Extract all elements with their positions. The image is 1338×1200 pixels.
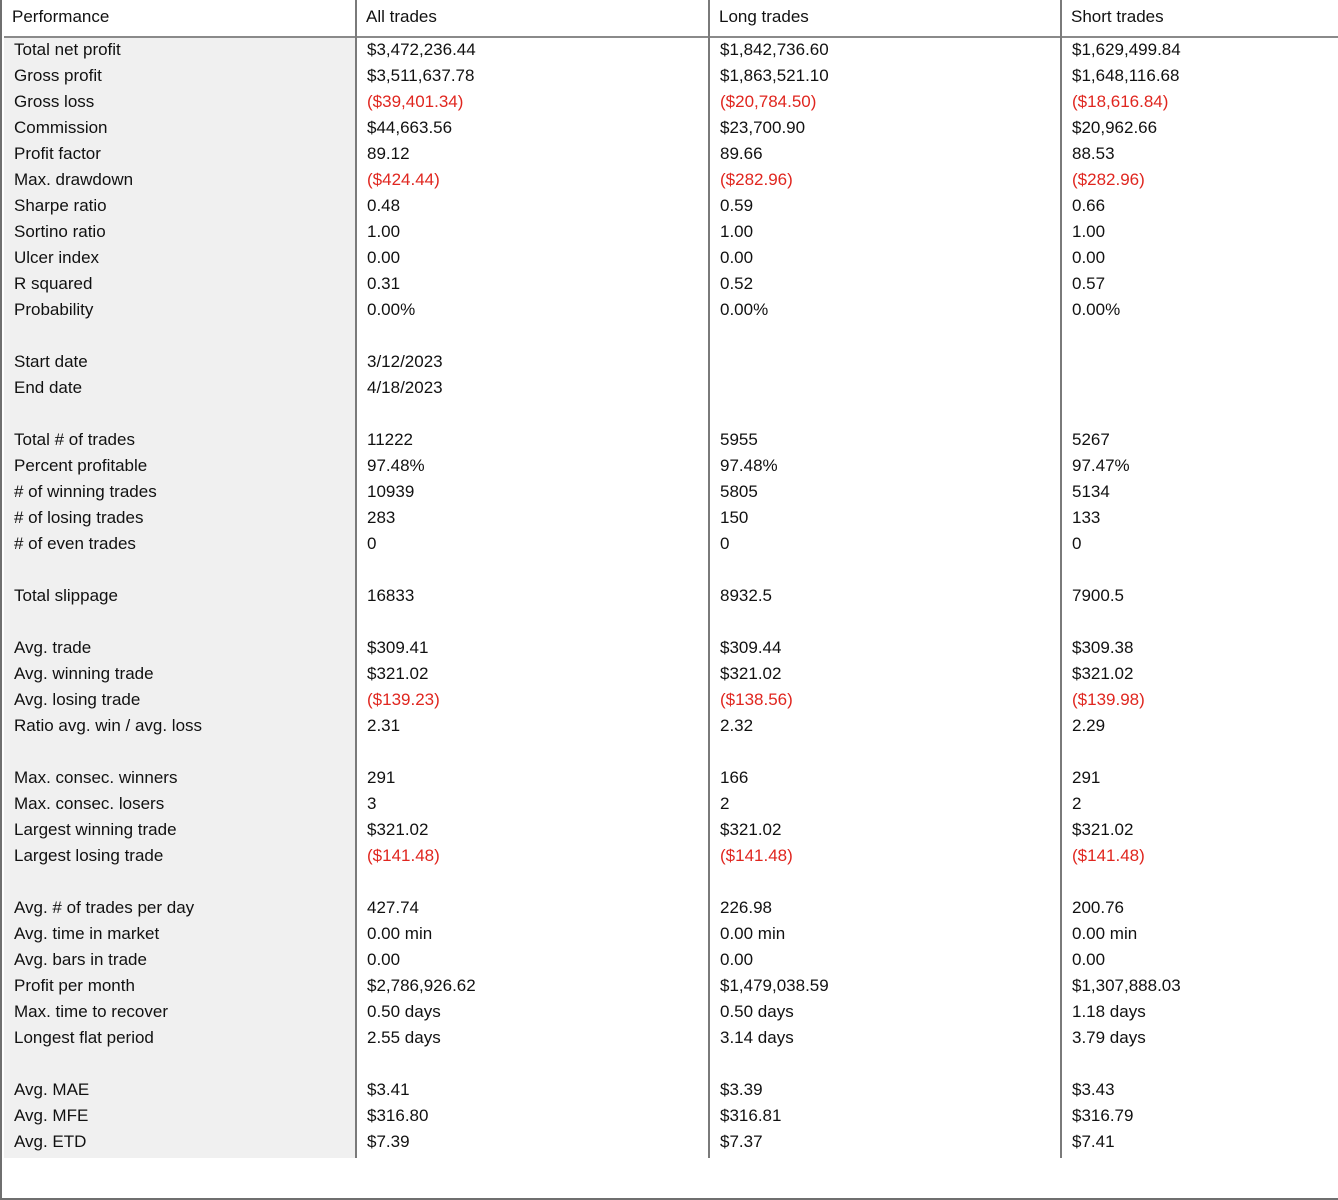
value-cell: 11222	[367, 430, 414, 449]
value-cell: $1,307,888.03	[1072, 976, 1181, 995]
value-cell: 2.55 days	[367, 1028, 441, 1047]
value-cell: 5267	[1072, 430, 1110, 449]
spacer-row	[4, 557, 1338, 583]
row-label: Sharpe ratio	[14, 196, 107, 215]
value-cell: 226.98	[720, 898, 772, 917]
value-cell: 97.47%	[1072, 456, 1130, 475]
table-row	[4, 921, 1338, 947]
value-cell: 16833	[367, 586, 415, 605]
value-cell: ($282.96)	[1072, 170, 1145, 189]
value-cell: 0.00%	[720, 300, 769, 319]
table-row	[4, 479, 1338, 505]
value-cell: 3.79 days	[1072, 1028, 1146, 1047]
table-row	[4, 63, 1338, 89]
table-row	[4, 687, 1338, 713]
spacer-row	[4, 401, 1338, 427]
value-cell: ($141.48)	[1072, 846, 1145, 865]
spacer-row	[4, 739, 1338, 765]
header-long-trades[interactable]: Long trades	[719, 7, 809, 26]
value-cell: 2.32	[720, 716, 754, 735]
value-cell: $1,479,038.59	[720, 976, 829, 995]
value-cell: $1,648,116.68	[1072, 66, 1180, 85]
value-cell: ($18,616.84)	[1072, 92, 1169, 111]
row-label: Percent profitable	[14, 456, 148, 475]
value-cell: ($141.48)	[367, 846, 440, 865]
row-label: Avg. trade	[14, 638, 92, 657]
value-cell: ($39,401.34)	[367, 92, 464, 111]
value-cell: $309.41	[367, 638, 429, 657]
value-cell: $321.02	[720, 664, 782, 683]
row-label: Sortino ratio	[14, 222, 106, 241]
value-cell: 283	[367, 508, 396, 527]
value-cell: ($139.98)	[1072, 690, 1145, 709]
table-row	[4, 375, 1338, 401]
value-cell: $23,700.90	[720, 118, 806, 137]
table-row	[4, 115, 1338, 141]
value-cell: $2,786,926.62	[367, 976, 476, 995]
value-cell: 3.14 days	[720, 1028, 794, 1047]
table-row	[4, 89, 1338, 115]
value-cell: 0.50 days	[720, 1002, 794, 1021]
row-label: Gross profit	[14, 66, 102, 85]
value-cell: $321.02	[367, 664, 429, 683]
value-cell: 0.00 min	[720, 924, 786, 943]
row-label: Ulcer index	[14, 248, 100, 267]
value-cell: $1,842,736.60	[720, 40, 829, 59]
value-cell: 10939	[367, 482, 415, 501]
table-row	[4, 1103, 1338, 1129]
row-label: Total net profit	[14, 40, 121, 59]
table-row	[4, 661, 1338, 687]
value-cell: $309.44	[720, 638, 782, 657]
value-cell: ($138.56)	[720, 690, 793, 709]
row-label: # of winning trades	[14, 482, 157, 501]
row-label: Max. consec. losers	[14, 794, 165, 813]
value-cell: ($282.96)	[720, 170, 793, 189]
table-row	[4, 193, 1338, 219]
value-cell: 1.00	[1072, 222, 1106, 241]
value-cell: 0	[1072, 534, 1082, 553]
value-cell: 0.00	[1072, 248, 1106, 267]
value-cell: 0.57	[1072, 274, 1106, 293]
value-cell: 5805	[720, 482, 758, 501]
value-cell: 1.18 days	[1072, 1002, 1146, 1021]
table-row	[4, 245, 1338, 271]
value-cell	[712, 349, 1062, 375]
value-cell: 97.48%	[720, 456, 778, 475]
value-cell: $316.80	[367, 1106, 429, 1125]
table-row	[4, 635, 1338, 661]
value-cell: 0.52	[720, 274, 754, 293]
row-label: Avg. # of trades per day	[14, 898, 195, 917]
value-cell: $321.02	[720, 820, 782, 839]
value-cell: 0.00%	[367, 300, 416, 319]
value-cell: 3/12/2023	[367, 352, 443, 371]
row-label: Max. consec. winners	[14, 768, 178, 787]
value-cell: $7.39	[367, 1132, 410, 1151]
row-label: Avg. winning trade	[14, 664, 154, 683]
table-row	[4, 947, 1338, 973]
row-label: Avg. MAE	[14, 1080, 90, 1099]
value-cell: 291	[367, 768, 396, 787]
value-cell	[1064, 375, 1338, 401]
header-short-trades[interactable]: Short trades	[1071, 7, 1164, 26]
row-label: Avg. losing trade	[14, 690, 141, 709]
value-cell: 2	[1072, 794, 1082, 813]
value-cell: $1,863,521.10	[720, 66, 829, 85]
row-label: Gross loss	[14, 92, 95, 111]
row-label: # of even trades	[14, 534, 136, 553]
row-label: R squared	[14, 274, 93, 293]
value-cell: 0.48	[367, 196, 401, 215]
value-cell: 4/18/2023	[367, 378, 443, 397]
spacer-row	[4, 1051, 1338, 1077]
table-row	[4, 297, 1338, 323]
value-cell: 0.00%	[1072, 300, 1121, 319]
value-cell: 5955	[720, 430, 758, 449]
value-cell: $3,472,236.44	[367, 40, 476, 59]
value-cell: 0.00	[367, 950, 401, 969]
header-row	[4, 0, 1338, 38]
value-cell: 88.53	[1072, 144, 1115, 163]
row-label: # of losing trades	[14, 508, 144, 527]
value-cell: 427.74	[367, 898, 419, 917]
value-cell: 7900.5	[1072, 586, 1124, 605]
value-cell: ($424.44)	[367, 170, 440, 189]
row-label: Largest losing trade	[14, 846, 164, 865]
row-label: End date	[14, 378, 83, 397]
value-cell	[712, 375, 1062, 401]
value-cell: 0.00	[367, 248, 401, 267]
table-row	[4, 531, 1338, 557]
value-cell: $20,962.66	[1072, 118, 1158, 137]
row-label: Commission	[14, 118, 108, 137]
spacer-row	[4, 323, 1338, 349]
value-cell: $3.43	[1072, 1080, 1115, 1099]
value-cell: $3.39	[720, 1080, 763, 1099]
table-row	[4, 791, 1338, 817]
table-row	[4, 349, 1338, 375]
row-label: Max. drawdown	[14, 170, 134, 189]
table-row	[4, 37, 1338, 63]
value-cell: $3,511,637.78	[367, 66, 475, 85]
table-row	[4, 817, 1338, 843]
row-label: Profit factor	[14, 144, 101, 163]
row-label: Probability	[14, 300, 94, 319]
value-cell: 97.48%	[367, 456, 425, 475]
table-row	[4, 167, 1338, 193]
row-label: Ratio avg. win / avg. loss	[14, 716, 203, 735]
value-cell: 291	[1072, 768, 1101, 787]
value-cell: 200.76	[1072, 898, 1124, 917]
row-label: Longest flat period	[14, 1028, 154, 1047]
value-cell: $321.02	[367, 820, 429, 839]
value-cell: 1.00	[367, 222, 401, 241]
value-cell: 0.31	[367, 274, 401, 293]
value-cell: 150	[720, 508, 749, 527]
value-cell: $7.41	[1072, 1132, 1115, 1151]
value-cell: 2.31	[367, 716, 401, 735]
value-cell: 0	[720, 534, 730, 553]
value-cell: 8932.5	[720, 586, 772, 605]
value-cell: $321.02	[1072, 820, 1134, 839]
row-label: Avg. MFE	[14, 1106, 89, 1125]
value-cell: $309.38	[1072, 638, 1134, 657]
table-row	[4, 1025, 1338, 1051]
table-row	[4, 1129, 1338, 1155]
header-all-trades[interactable]: All trades	[366, 7, 437, 26]
value-cell: ($20,784.50)	[720, 92, 817, 111]
value-cell: 0.00	[720, 950, 754, 969]
table-row	[4, 271, 1338, 297]
table-row	[4, 843, 1338, 869]
table-row	[4, 713, 1338, 739]
spacer-row	[4, 869, 1338, 895]
row-label: Start date	[14, 352, 88, 371]
value-cell: 3	[367, 794, 377, 813]
value-cell: ($139.23)	[367, 690, 440, 709]
row-label: Avg. ETD	[14, 1132, 87, 1151]
value-cell: ($141.48)	[720, 846, 793, 865]
value-cell: 89.66	[720, 144, 763, 163]
value-cell: $316.81	[720, 1106, 782, 1125]
row-label: Largest winning trade	[14, 820, 177, 839]
value-cell: 2	[720, 794, 730, 813]
table-row	[4, 999, 1338, 1025]
value-cell: 89.12	[367, 144, 410, 163]
value-cell: 0.00	[720, 248, 754, 267]
row-label: Avg. bars in trade	[14, 950, 147, 969]
value-cell: 133	[1072, 508, 1101, 527]
spacer-row	[4, 609, 1338, 635]
value-cell: $44,663.56	[367, 118, 453, 137]
value-cell: 0.50 days	[367, 1002, 441, 1021]
row-label: Total slippage	[14, 586, 118, 605]
value-cell: $316.79	[1072, 1106, 1134, 1125]
value-cell: 0.00	[1072, 950, 1106, 969]
table-row	[4, 505, 1338, 531]
value-cell: 0.00 min	[367, 924, 433, 943]
value-cell: 2.29	[1072, 716, 1106, 735]
table-row	[4, 219, 1338, 245]
table-row	[4, 765, 1338, 791]
table-row	[4, 583, 1338, 609]
table-row	[4, 427, 1338, 453]
row-label: Profit per month	[14, 976, 135, 995]
table-row	[4, 453, 1338, 479]
row-label: Avg. time in market	[14, 924, 160, 943]
table-row	[4, 1077, 1338, 1103]
value-cell: 0.00 min	[1072, 924, 1138, 943]
value-cell: 0.66	[1072, 196, 1106, 215]
value-cell: 5134	[1072, 482, 1110, 501]
value-cell: $321.02	[1072, 664, 1134, 683]
data-rows	[4, 37, 1338, 1155]
value-cell: 166	[720, 768, 749, 787]
value-cell: 0	[367, 534, 377, 553]
value-cell: $7.37	[720, 1132, 763, 1151]
value-cell: 1.00	[720, 222, 754, 241]
header-performance[interactable]: Performance	[12, 7, 110, 26]
table-row	[4, 895, 1338, 921]
value-cell: 0.59	[720, 196, 754, 215]
table-row	[4, 141, 1338, 167]
value-cell: $1,629,499.84	[1072, 40, 1181, 59]
table-row	[4, 973, 1338, 999]
row-label: Max. time to recover	[14, 1002, 168, 1021]
row-label: Total # of trades	[14, 430, 135, 449]
value-cell: $3.41	[367, 1080, 410, 1099]
value-cell	[1064, 349, 1338, 375]
